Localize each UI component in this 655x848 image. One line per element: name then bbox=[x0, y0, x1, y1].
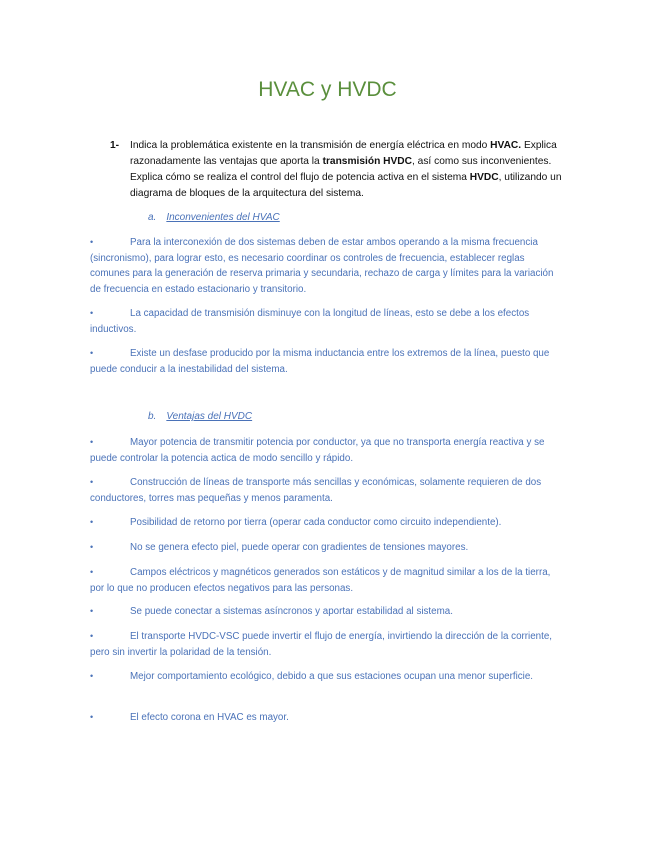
list-item-text: Existe un desfase producido por la misma inductancia entre los extremos de la línea, puesto que puede conducir a la inestabilidad del sistema. bbox=[90, 348, 550, 375]
list-item bbox=[90, 565, 565, 596]
list-item bbox=[90, 669, 565, 685]
list-item-text: Para la interconexión de dos sistemas deben de estar ambos operando a la misma frecuencia (sincronismo), para lograr esto, es necesario coordinar os controles de frecuencia, establecer reglas comunes para la generación de reserva primaria y secundaria, rechazo de carga y límites para la variación de frecuencia en estado estacionario y transitorio. bbox=[90, 237, 554, 295]
bullet-icon: • bbox=[90, 567, 94, 577]
bullet-icon: • bbox=[90, 477, 94, 487]
section-b-letter: b. bbox=[148, 411, 157, 422]
question-block bbox=[110, 138, 570, 202]
list-item-text: El efecto corona en HVAC es mayor. bbox=[130, 712, 289, 723]
list-item-text: La capacidad de transmisión disminuye con la longitud de líneas, esto se debe a los efectos inductivos. bbox=[90, 308, 530, 335]
section-b-label: Ventajas del HVDC bbox=[166, 411, 253, 422]
list-item-text: El transporte HVDC-VSC puede invertir el flujo de energía, invirtiendo la dirección de la corriente, pero sin invertir la polaridad de la tensión. bbox=[90, 631, 553, 658]
list-item bbox=[90, 435, 565, 466]
bullet-icon: • bbox=[90, 671, 94, 681]
list-item-text: Construcción de líneas de transporte más sencillas y económicas, solamente requieren de dos conductores, torres mas pequeñas y menos paramenta. bbox=[90, 477, 542, 504]
list-item bbox=[90, 629, 565, 660]
question-part: , así como sus inconvenientes. Explica cómo se realiza el control del flujo de potencia activa en el sistema bbox=[130, 156, 552, 183]
list-item bbox=[90, 235, 565, 297]
list-item bbox=[90, 604, 565, 620]
list-item-text: Mejor comportamiento ecológico, debido a que sus estaciones ocupan una menor superficie. bbox=[130, 671, 533, 682]
list-item bbox=[90, 475, 565, 506]
question-part-bold: HVAC. bbox=[490, 140, 522, 151]
list-item bbox=[90, 346, 565, 377]
bullet-icon: • bbox=[90, 631, 94, 641]
question-number: 1- bbox=[110, 140, 120, 151]
question-part: Indica la problemática existente en la transmisión de energía eléctrica en modo bbox=[130, 140, 491, 151]
list-item bbox=[90, 515, 565, 531]
bullet-icon: • bbox=[90, 712, 94, 722]
question-part: Explica razonadamente las ventajas que aporta la bbox=[130, 140, 557, 167]
list-item bbox=[90, 710, 565, 726]
bullet-icon: • bbox=[90, 437, 94, 447]
bullet-icon: • bbox=[90, 606, 94, 616]
section-a-label: Inconvenientes del HVAC bbox=[166, 212, 280, 223]
page-title: HVAC y HVDC bbox=[258, 78, 397, 101]
bullet-icon: • bbox=[90, 308, 94, 318]
bullet-icon: • bbox=[90, 542, 94, 552]
question-part: , utilizando un diagrama de bloques de la arquitectura del sistema. bbox=[130, 172, 562, 199]
list-item-text: Campos eléctricos y magnéticos generados son estáticos y de magnitud similar a los de la tierra, por lo que no producen efectos negativos para las personas. bbox=[90, 567, 551, 594]
list-item-text: Posibilidad de retorno por tierra (operar cada conductor como circuito independiente). bbox=[130, 517, 502, 528]
list-item bbox=[90, 306, 565, 337]
question-part-bold: HVDC bbox=[469, 172, 499, 183]
bullet-icon: • bbox=[90, 237, 94, 247]
section-a-heading bbox=[148, 212, 280, 223]
question-text bbox=[130, 138, 570, 202]
bullet-icon: • bbox=[90, 348, 94, 358]
list-item bbox=[90, 540, 565, 556]
list-item-text: No se genera efecto piel, puede operar con gradientes de tensiones mayores. bbox=[130, 542, 469, 553]
section-a-letter: a. bbox=[148, 212, 157, 223]
list-item-text: Se puede conectar a sistemas asíncronos y aportar estabilidad al sistema. bbox=[130, 606, 453, 617]
section-b-heading bbox=[148, 411, 252, 422]
bullet-icon: • bbox=[90, 517, 94, 527]
question-part-bold: transmisión HVDC bbox=[322, 156, 413, 167]
list-item-text: Mayor potencia de transmitir potencia por conductor, ya que no transporta energía reactiva y se puede controlar la potencia actica de modo sencillo y rápido. bbox=[90, 437, 545, 464]
